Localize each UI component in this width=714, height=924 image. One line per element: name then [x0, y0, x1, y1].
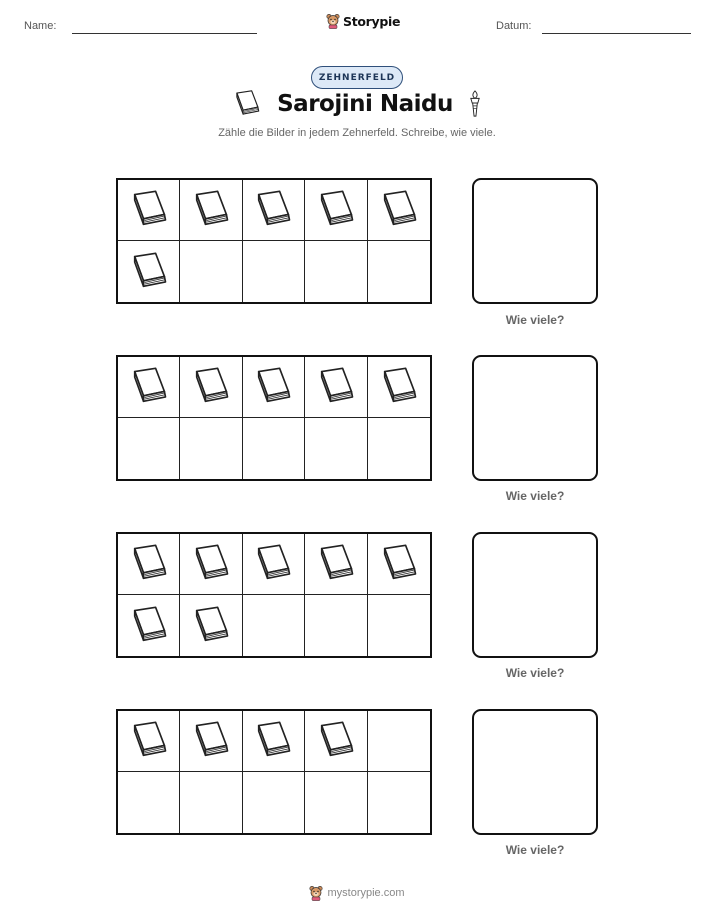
- how-many-label-1: Wie viele?: [505, 313, 565, 327]
- brand-logo: [326, 13, 400, 29]
- ten-frame-cell: [118, 595, 180, 656]
- ten-frame-cell: [243, 241, 305, 302]
- ten-frame-cell: [368, 180, 430, 241]
- book-icon: [314, 721, 358, 761]
- ten-frame-cell: [305, 241, 367, 302]
- ten-frame-cell: [243, 418, 305, 479]
- ten-frame-cell: [180, 595, 242, 656]
- ten-frame-cell: [368, 534, 430, 595]
- footer-url: mystorypie.com: [327, 887, 405, 899]
- book-icon: [127, 544, 171, 584]
- date-line[interactable]: [542, 33, 691, 34]
- bear-mascot-icon: [309, 885, 323, 901]
- book-icon: [127, 367, 171, 407]
- how-many-label-4: Wie viele?: [505, 843, 565, 857]
- book-icon: [189, 606, 233, 646]
- answer-box-2[interactable]: [472, 355, 598, 481]
- book-icon: [314, 544, 358, 584]
- ten-frame-cell: [243, 357, 305, 418]
- book-icon: [251, 367, 295, 407]
- ten-frame-cell: [305, 418, 367, 479]
- ten-frame-cell: [118, 180, 180, 241]
- ten-frame-cell: [243, 180, 305, 241]
- ten-frame-cell: [118, 418, 180, 479]
- ten-frame-cell: [118, 241, 180, 302]
- book-icon: [127, 606, 171, 646]
- book-icon: [127, 252, 171, 292]
- name-line[interactable]: [72, 33, 257, 34]
- book-icon: [127, 190, 171, 230]
- book-icon: [189, 721, 233, 761]
- ten-frame-cell: [368, 595, 430, 656]
- ten-frame-cell: [305, 357, 367, 418]
- name-label: Name:: [24, 20, 57, 32]
- ten-frame-cell: [368, 772, 430, 833]
- book-icon: [377, 190, 421, 230]
- ten-frame-cell: [243, 595, 305, 656]
- ten-frame-cell: [305, 180, 367, 241]
- ten-frame-cell: [305, 595, 367, 656]
- ten-frame-cell: [180, 418, 242, 479]
- ten-frame-4: [116, 709, 432, 835]
- book-icon: [251, 190, 295, 230]
- book-icon: [377, 367, 421, 407]
- ten-frame-1: [116, 178, 432, 304]
- book-icon: [377, 544, 421, 584]
- book-icon: [251, 544, 295, 584]
- ten-frame-cell: [180, 241, 242, 302]
- bear-mascot-icon: [326, 13, 340, 29]
- answer-box-1[interactable]: [472, 178, 598, 304]
- page-title: Sarojini Naidu: [277, 91, 453, 117]
- title-row: [0, 90, 714, 118]
- ten-frame-cell: [180, 357, 242, 418]
- instructions: Zähle die Bilder in jedem Zehnerfeld. Schreibe, wie viele.: [218, 127, 496, 139]
- book-icon: [127, 721, 171, 761]
- ten-frame-cell: [118, 357, 180, 418]
- ten-frame-cell: [243, 534, 305, 595]
- ten-frame-2: [116, 355, 432, 481]
- ten-frame-cell: [180, 711, 242, 772]
- date-label: Datum:: [496, 20, 532, 32]
- answer-box-4[interactable]: [472, 709, 598, 835]
- book-icon: [189, 190, 233, 230]
- ten-frame-cell: [180, 534, 242, 595]
- ten-frame-cell: [305, 772, 367, 833]
- torch-icon: [467, 90, 483, 118]
- brand-name: Storypie: [343, 13, 401, 29]
- ten-frame-cell: [180, 180, 242, 241]
- book-icon: [231, 90, 263, 118]
- ten-frame-cell: [368, 711, 430, 772]
- book-icon: [189, 544, 233, 584]
- ten-frame-cell: [118, 711, 180, 772]
- answer-box-3[interactable]: [472, 532, 598, 658]
- footer: [0, 885, 714, 901]
- how-many-label-2: Wie viele?: [505, 489, 565, 503]
- ten-frame-3: [116, 532, 432, 658]
- how-many-label-3: Wie viele?: [505, 666, 565, 680]
- ten-frame-cell: [180, 772, 242, 833]
- ten-frame-cell: [243, 711, 305, 772]
- book-icon: [251, 721, 295, 761]
- book-icon: [314, 190, 358, 230]
- ten-frame-cell: [305, 711, 367, 772]
- ten-frame-cell: [243, 772, 305, 833]
- ten-frame-cell: [118, 772, 180, 833]
- ten-frame-cell: [368, 418, 430, 479]
- book-icon: [189, 367, 233, 407]
- ten-frame-cell: [368, 241, 430, 302]
- book-icon: [314, 367, 358, 407]
- worksheet-type-badge: ZEHNERFELD: [311, 66, 403, 89]
- ten-frame-cell: [368, 357, 430, 418]
- ten-frame-cell: [118, 534, 180, 595]
- ten-frame-cell: [305, 534, 367, 595]
